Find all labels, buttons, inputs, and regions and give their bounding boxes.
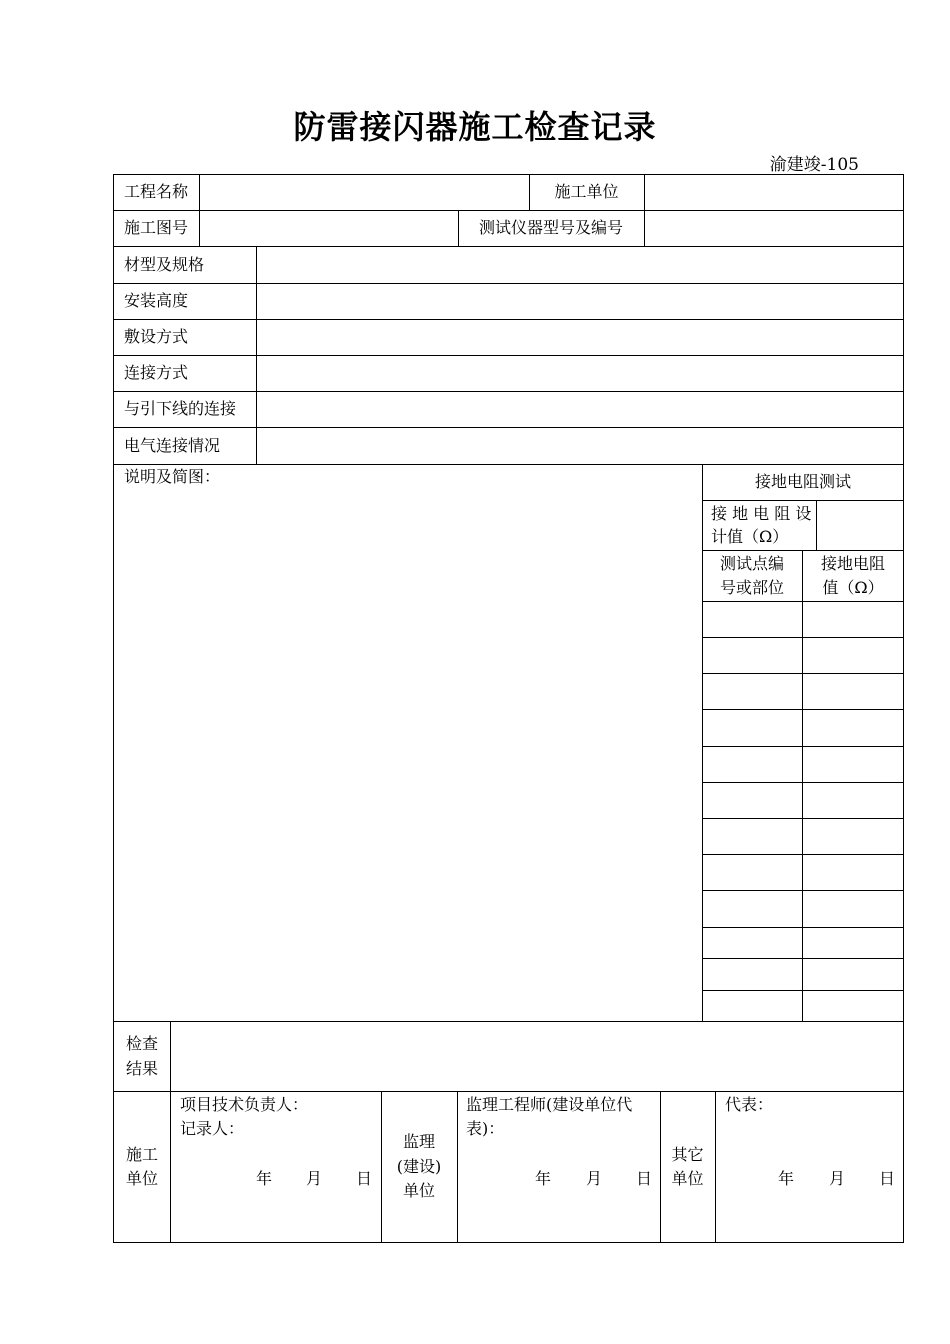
- height-label: 安装高度: [124, 291, 189, 310]
- construction-year: 年: [256, 1169, 273, 1188]
- test-point-header-2: 号或部位: [719, 578, 784, 597]
- supervision-label-1: 监理: [402, 1132, 435, 1151]
- supervision-label-3: 单位: [402, 1181, 435, 1200]
- supervision-engineer-label-2: 表)：: [466, 1119, 505, 1138]
- other-rep-label: 代表：: [725, 1095, 774, 1114]
- row-divider: [702, 854, 904, 855]
- construction-unit-sign-label-1: 施工: [126, 1145, 159, 1164]
- col-divider: [715, 1091, 716, 1243]
- other-year: 年: [778, 1169, 795, 1188]
- row-divider: [113, 427, 904, 428]
- other-unit-label-2: 单位: [671, 1169, 704, 1188]
- row-divider: [113, 1091, 904, 1092]
- col-divider: [702, 464, 703, 1021]
- col-divider: [816, 500, 817, 550]
- row-divider: [702, 673, 904, 674]
- row-divider: [702, 958, 904, 959]
- check-result-label-2: 结果: [126, 1059, 159, 1078]
- drawing-no-label: 施工图号: [124, 218, 189, 237]
- col-divider: [170, 1021, 171, 1243]
- row-divider: [702, 550, 904, 551]
- supervision-label-2: (建设): [396, 1157, 442, 1176]
- recorder-label: 记录人：: [180, 1119, 245, 1138]
- supervision-day: 日: [636, 1169, 653, 1188]
- row-divider: [113, 1021, 904, 1022]
- row-divider: [702, 782, 904, 783]
- row-divider: [113, 283, 904, 284]
- design-value-label-2: 计值（Ω）: [711, 527, 789, 546]
- row-divider: [702, 601, 904, 602]
- other-day: 日: [879, 1169, 896, 1188]
- downlead-label: 与引下线的连接: [124, 399, 237, 418]
- row-divider: [702, 927, 904, 928]
- row-divider: [702, 990, 904, 991]
- notes-label: 说明及简图：: [124, 467, 221, 486]
- construction-day: 日: [356, 1169, 373, 1188]
- row-divider: [702, 746, 904, 747]
- instrument-label: 测试仪器型号及编号: [478, 218, 623, 237]
- test-point-header-1: 测试点编: [719, 554, 784, 573]
- col-divider: [802, 550, 803, 1021]
- construction-month: 月: [306, 1169, 323, 1188]
- supervision-year: 年: [535, 1169, 552, 1188]
- construction-unit-sign-label-2: 单位: [126, 1169, 159, 1188]
- design-value-label-1: 接 地 电 阻 设: [711, 504, 812, 523]
- electrical-label: 电气连接情况: [124, 436, 221, 455]
- other-unit-label-1: 其它: [671, 1145, 704, 1164]
- col-divider: [644, 174, 645, 246]
- project-name-label: 工程名称: [124, 182, 189, 201]
- resistance-header-1: 接地电阻: [820, 554, 885, 573]
- row-divider: [113, 355, 904, 356]
- col-divider: [256, 246, 257, 464]
- check-result-label-1: 检查: [126, 1034, 159, 1053]
- other-month: 月: [829, 1169, 846, 1188]
- form-code: 渝建竣-105: [769, 155, 859, 175]
- row-divider: [113, 319, 904, 320]
- row-divider: [113, 464, 904, 465]
- col-divider: [199, 174, 200, 246]
- laying-label: 敷设方式: [124, 327, 189, 346]
- row-divider: [702, 637, 904, 638]
- row-divider: [702, 890, 904, 891]
- construction-unit-label: 施工单位: [554, 182, 619, 201]
- row-divider: [702, 500, 904, 501]
- resistance-header-2: 值（Ω）: [822, 578, 884, 597]
- row-divider: [113, 391, 904, 392]
- row-divider: [113, 210, 904, 211]
- row-divider: [702, 818, 904, 819]
- ground-test-title: 接地电阻测试: [754, 472, 851, 491]
- page-title: 防雷接闪器施工检查记录: [293, 108, 657, 146]
- row-divider: [113, 246, 904, 247]
- col-divider: [457, 1091, 458, 1243]
- material-label: 材型及规格: [124, 255, 205, 274]
- supervision-month: 月: [586, 1169, 603, 1188]
- connection-label: 连接方式: [124, 363, 189, 382]
- supervision-engineer-label-1: 监理工程师(建设单位代: [466, 1095, 633, 1114]
- row-divider: [702, 709, 904, 710]
- tech-lead-label: 项目技术负责人：: [180, 1095, 309, 1114]
